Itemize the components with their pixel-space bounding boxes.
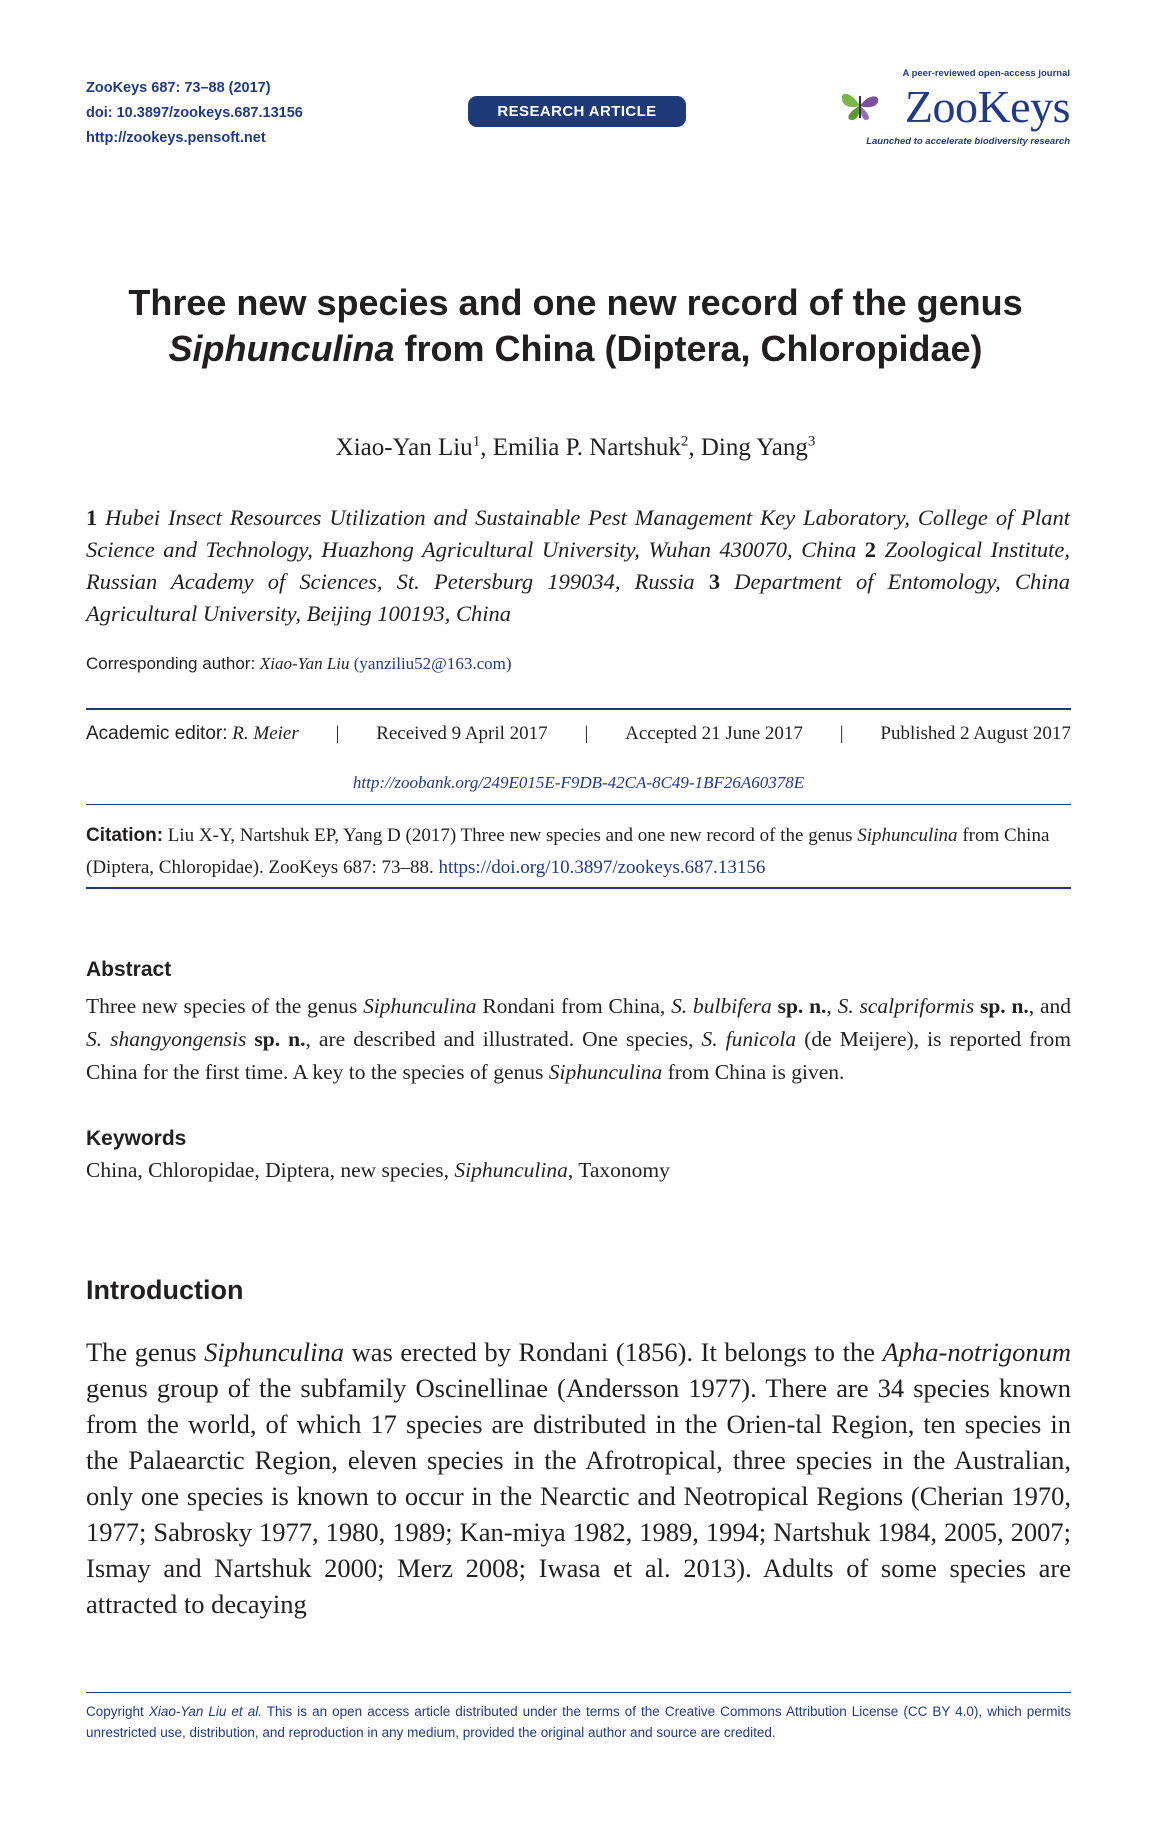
doi-text: doi: 10.3897/zookeys.687.13156 [86,105,303,121]
corresponding-author [86,654,512,674]
abstract-italic: S. bulbifera [671,994,772,1018]
abstract-italic: Siphunculina [548,1060,663,1084]
article-title [60,280,1091,372]
editorial-dates [86,723,1071,745]
divider [86,804,1071,805]
divider [86,708,1071,710]
abstract-bold: sp. n. [246,1027,306,1051]
abstract-bold: sp. n. [974,994,1029,1018]
keywords-run: , Taxonomy [567,1158,670,1182]
citation-genus: Siphunculina [857,825,958,846]
abstract-run: , are described and illustrated. One species, [305,1027,702,1051]
divider [86,887,1071,889]
citation-label: Citation: [86,825,164,846]
abstract-bold: sp. n. [771,994,827,1018]
title-genus: Siphunculina [168,328,395,369]
zoobank-link[interactable]: http://zoobank.org/249E015E-F9DB-42CA-8C49-1BF26A60378E [352,773,805,792]
corresponding-name: Xiao-Yan Liu [259,654,350,673]
published-date: Published 2 August 2017 [880,723,1071,744]
footer-divider [86,1692,1071,1693]
footer-run: Copyright [86,1704,149,1719]
corresponding-email-link[interactable]: (yanziliu52@163.com) [353,654,512,673]
intro-italic: Siphunculina [204,1337,345,1367]
citation-doi-link[interactable]: https://doi.org/10.3897/zookeys.687.13156 [438,857,766,878]
affiliations [86,502,1070,630]
corresponding-label: Corresponding author [86,654,251,673]
author-list [60,434,1091,462]
intro-italic: Apha-notrigonum [882,1337,1071,1367]
abstract-run: , and [1028,994,1071,1018]
abstract-italic: Siphunculina [363,994,477,1018]
abstract-italic: S. shangyongensis [86,1027,247,1051]
title-line-2-rest: from China (Diptera, Chloropidae) [394,328,983,369]
keywords-italic: Siphunculina [454,1158,568,1182]
academic-editor-name: R. Meier [232,723,299,744]
abstract-run: from China is given. [662,1060,845,1084]
intro-run: genus group of the subfamily Oscinellinae (Andersson 1977). There are 34 species known from the world, of which 17 species are distributed in the Orien-tal Region, ten species in the Palaearctic Region, eleven species in the Afrotropical, three species in the Australian, only one species is known to occur in the Nearctic and Neotropical Regions (Cherian 1970, 1977; Sabrosky 1977, 1980, 1989; Kan-miya 1982, 1989, 1994; Nartshuk 1984, 2005, 2007; Ismay and Nartshuk 2000; Merz 2008; Iwasa et al. 2013). Adults of some species are attracted to decaying [86,1373,1071,1619]
butterfly-icon [838,86,882,126]
author-separator: , [480,434,493,461]
author-name: Emilia P. Nartshuk [492,434,681,461]
title-line-1: Three new species and one new record of the genus [128,282,1023,323]
citation-text: Liu X-Y, Nartshuk EP, Yang D (2017) Three new species and one new record of the genus [163,825,858,846]
abstract-heading: Abstract [86,958,172,981]
affiliation-number: 1 [86,505,98,530]
academic-editor-label: Academic editor: [86,723,228,744]
author-affiliation-number: 2 [680,433,689,450]
abstract-text [86,990,1071,1089]
introduction-heading: Introduction [86,1275,244,1305]
author-affiliation-number: 1 [472,433,481,450]
affiliation-text: Department of Entomology, China Agricultural University, Beijing 100193, China [86,569,1070,626]
abstract-italic: S. scalpriformis [837,994,975,1018]
affiliation-text: Zoological Institute, Russian Academy of Sciences, St. Petersburg 199034, Russia [86,537,1070,594]
title-line-2 [60,326,1091,372]
intro-run: was erected by Rondani (1856). It belongs to the [344,1337,883,1367]
author-name: Xiao-Yan Liu [335,434,473,461]
logo-tagline-top: A peer-reviewed open-access journal [902,68,1070,79]
accepted-date: Accepted 21 June 2017 [625,723,803,744]
affiliation-number: 3 [708,569,721,594]
separator: | [335,723,340,744]
logo-tagline-bottom: Launched to accelerate biodiversity research [866,136,1070,147]
abstract-run: Rondani from China, [476,994,672,1018]
article-type-badge: RESEARCH ARTICLE [468,96,686,127]
author-affiliation-number: 3 [807,433,816,450]
author-separator: , [688,434,701,461]
citation-text: from China (Diptera, Chloropidae). ZooKeys 687: 73–88. [86,825,1050,878]
citation-block [86,820,1071,884]
abstract-run: (de Meijere), is reported from China for the first time. A key to the species of genus [86,1027,1071,1084]
journal-url-link[interactable]: http://zookeys.pensoft.net [86,130,266,146]
abstract-run: , [826,994,838,1018]
introduction-text [86,1334,1071,1622]
abstract-run: Three new species of the genus [86,994,364,1018]
separator: | [839,723,844,744]
keywords-run: China, Chloropidae, Diptera, new species, [86,1158,455,1182]
zookeys-logo [838,68,1070,152]
received-date: Received 9 April 2017 [376,723,548,744]
footer-italic: Xiao-Yan Liu et al. [148,1704,262,1719]
journal-header-meta [86,76,303,151]
logo-name: ZooKeys [904,81,1070,132]
journal-issue: ZooKeys 687: 73–88 (2017) [86,80,271,96]
author-name: Ding Yang [700,434,808,461]
footer-run: This is an open access article distributed under the terms of the Creative Commons Attribution License (CC BY 4.0), which permits unrestricted use, distribution, and reproduction in any medium, provided the original author and source are credited. [86,1704,1071,1740]
keywords-heading: Keywords [86,1127,187,1150]
intro-run: The genus [86,1337,205,1367]
affiliation-number: 2 [864,537,877,562]
affiliation-text: Hubei Insect Resources Utilization and Sustainable Pest Management Key Laboratory, College of Plant Science and Technology, Huazhong Agricultural University, Wuhan 430070, China [86,505,1070,562]
copyright-footer [86,1701,1071,1743]
abstract-italic: S. funicola [701,1027,797,1051]
corresponding-colon: : [250,654,260,673]
keywords-text [86,1158,670,1183]
separator: | [584,723,589,744]
